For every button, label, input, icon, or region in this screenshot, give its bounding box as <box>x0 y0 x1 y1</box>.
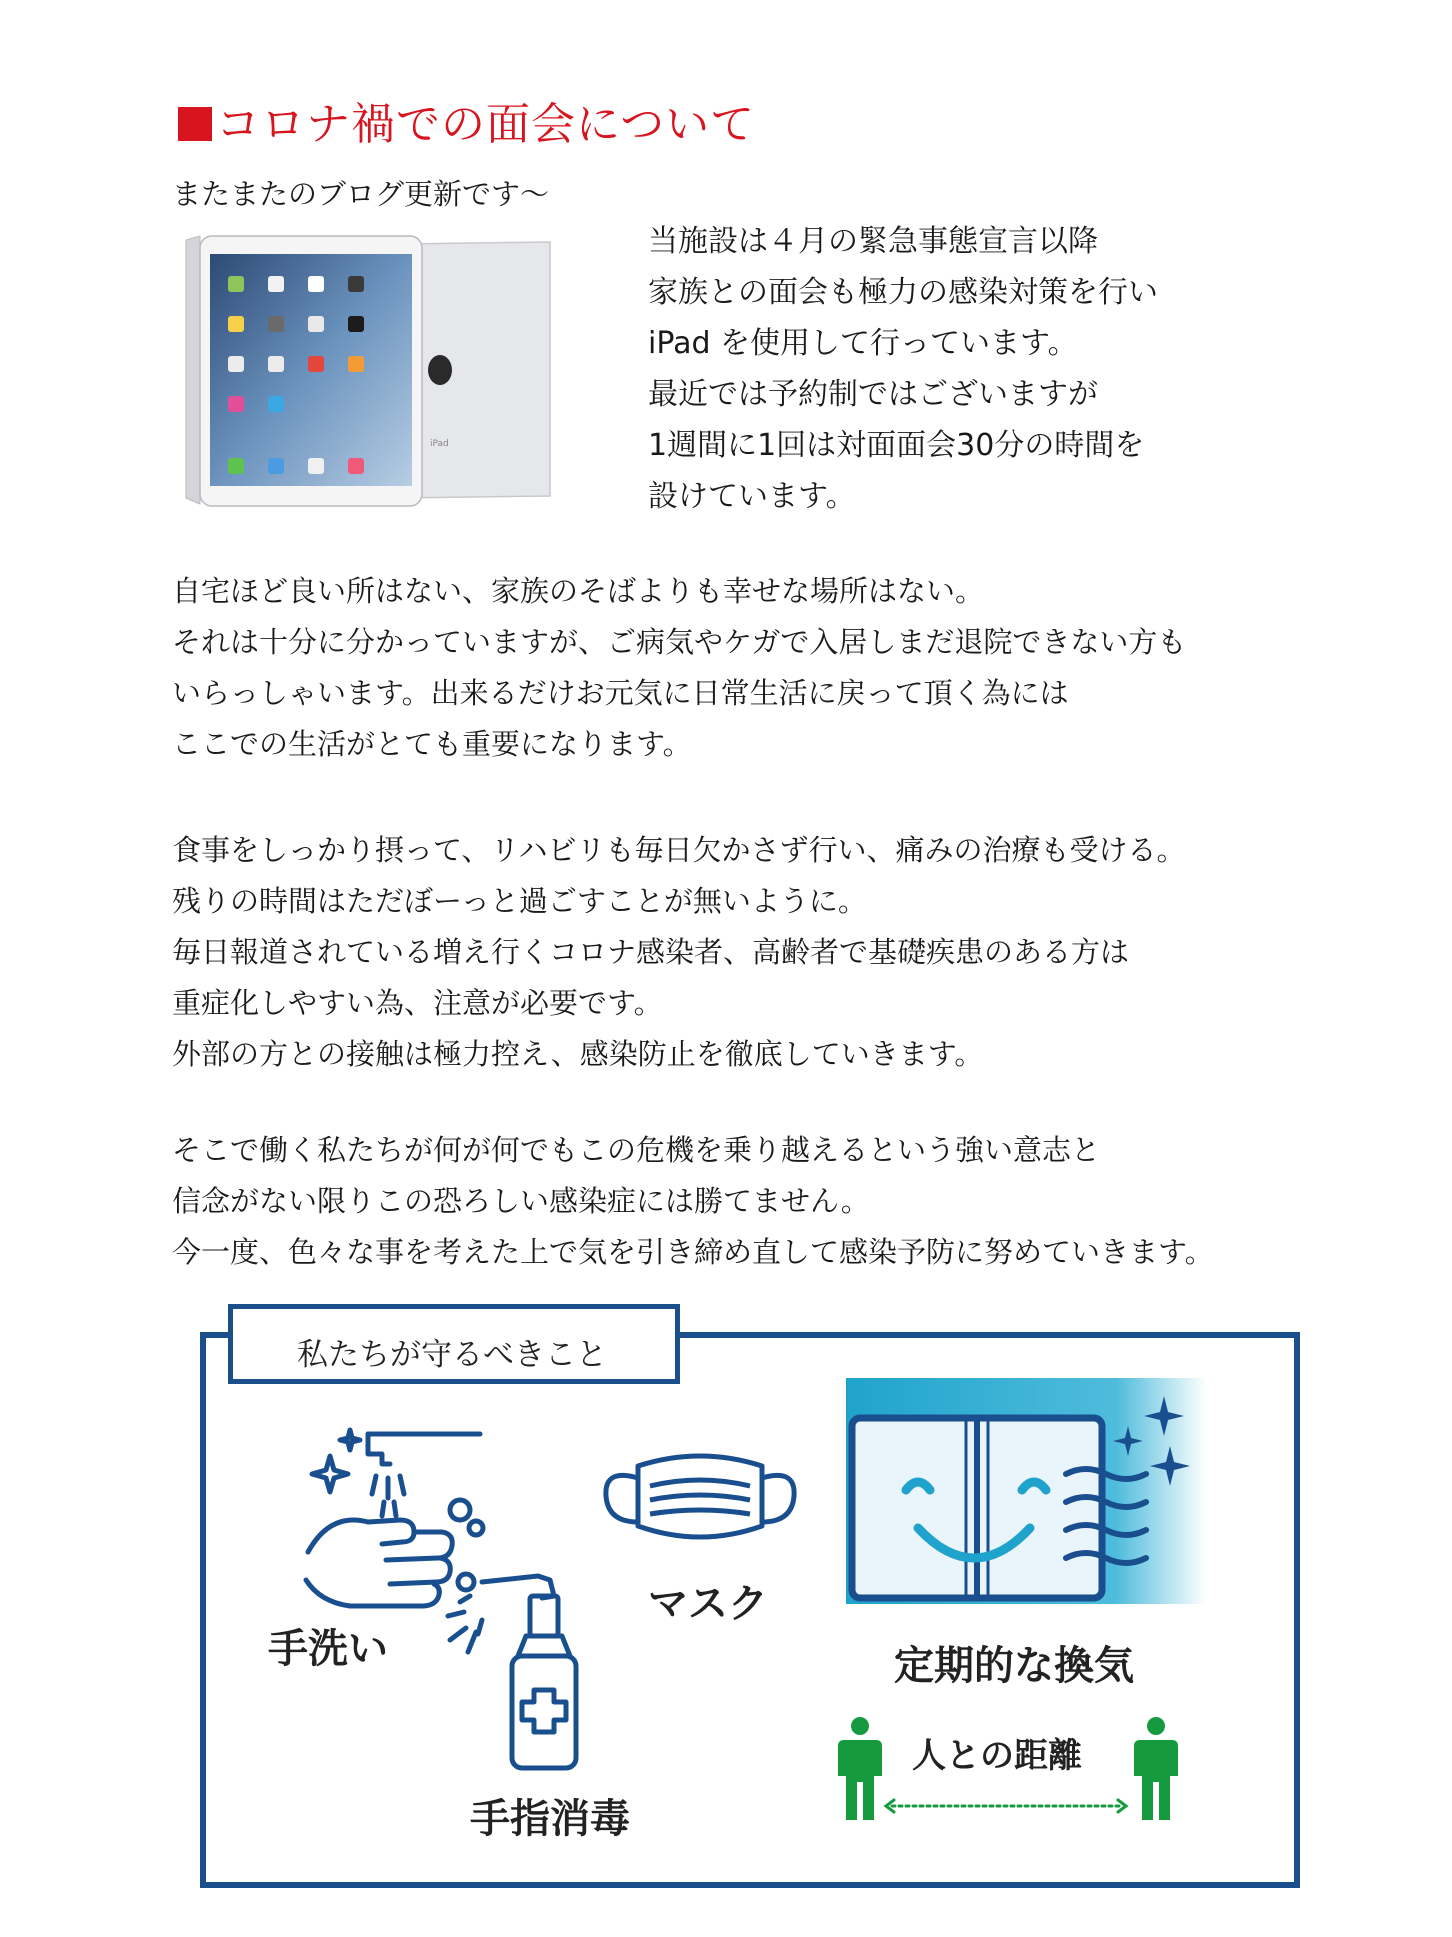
paragraph-line: ここでの生活がとても重要になります。 <box>172 727 692 761</box>
hand-wash-label: 手洗い <box>268 1626 388 1672</box>
page-title-text: コロナ禍での面会について <box>216 99 756 150</box>
paragraph-line: いらっしゃいます。出来るだけお元気に日常生活に戻って頂く為には <box>172 676 1069 710</box>
paragraph-line: 食事をしっかり摂って、リハビリも毎日欠かさず行い、痛みの治療も受ける。 <box>172 833 1186 867</box>
paragraph-3 <box>172 1125 1214 1278</box>
intro-text <box>648 216 1158 522</box>
intro-line: 当施設は４月の緊急事態宣言以降 <box>648 224 1098 259</box>
ipad-photo <box>178 232 554 510</box>
paragraph-2 <box>172 825 1186 1080</box>
person-right-icon <box>1128 1716 1184 1824</box>
mask-label: マスク <box>648 1581 768 1627</box>
blog-subtitle: またまたのブログ更新です～ <box>172 177 550 211</box>
paragraph-line: そこで働く私たちが何が何でもこの危機を乗り越えるという強い意志と <box>172 1133 1101 1167</box>
paragraph-line: 自宅ほど良い所はない、家族のそばよりも幸せな場所はない。 <box>172 574 985 608</box>
paragraph-1 <box>172 566 1186 770</box>
distance-arrow-icon <box>880 1796 1132 1816</box>
infographic-tab <box>228 1304 680 1384</box>
page-title <box>178 88 755 152</box>
paragraph-line: 今一度、色々な事を考えた上で気を引き締め直して感染予防に努めていきます。 <box>172 1235 1214 1269</box>
red-square-bullet <box>178 107 212 141</box>
intro-line: iPad を使用して行っています。 <box>648 326 1078 361</box>
intro-line: 設けています。 <box>648 479 856 514</box>
paragraph-line: 重症化しやすい為、注意が必要です。 <box>172 986 663 1020</box>
intro-line: 最近では予約制ではございますが <box>648 377 1098 412</box>
paragraph-line: 外部の方との接触は極力控え、感染防止を徹底していきます。 <box>172 1037 984 1071</box>
distance-label: 人との距離 <box>912 1736 1082 1776</box>
ventilation-label: 定期的な換気 <box>894 1643 1134 1689</box>
paragraph-line: 毎日報道されている増え行くコロナ感染者、高齢者で基礎疾患のある方は <box>172 935 1130 969</box>
paragraph-line: 残りの時間はただぼーっと過ごすことが無いように。 <box>172 884 867 918</box>
paragraph-line: 信念がない限りこの恐ろしい感染症には勝てません。 <box>172 1184 870 1218</box>
ventilation-window-icon <box>846 1378 1206 1604</box>
intro-line: 家族との面会も極力の感染対策を行い <box>648 275 1158 310</box>
paragraph-line: それは十分に分かっていますが、ご病気やケガで入居しまだ退院できない方も <box>172 625 1187 659</box>
sanitizer-bottle-icon <box>430 1568 630 1778</box>
disinfection-label: 手指消毒 <box>470 1796 630 1842</box>
ipad-brand-label: iPad <box>430 439 449 449</box>
intro-line: 1週間に1回は対面面会30分の時間を <box>648 428 1145 463</box>
mask-icon <box>600 1438 800 1554</box>
infographic-tab-title: 私たちが守るべきこと <box>297 1337 607 1373</box>
